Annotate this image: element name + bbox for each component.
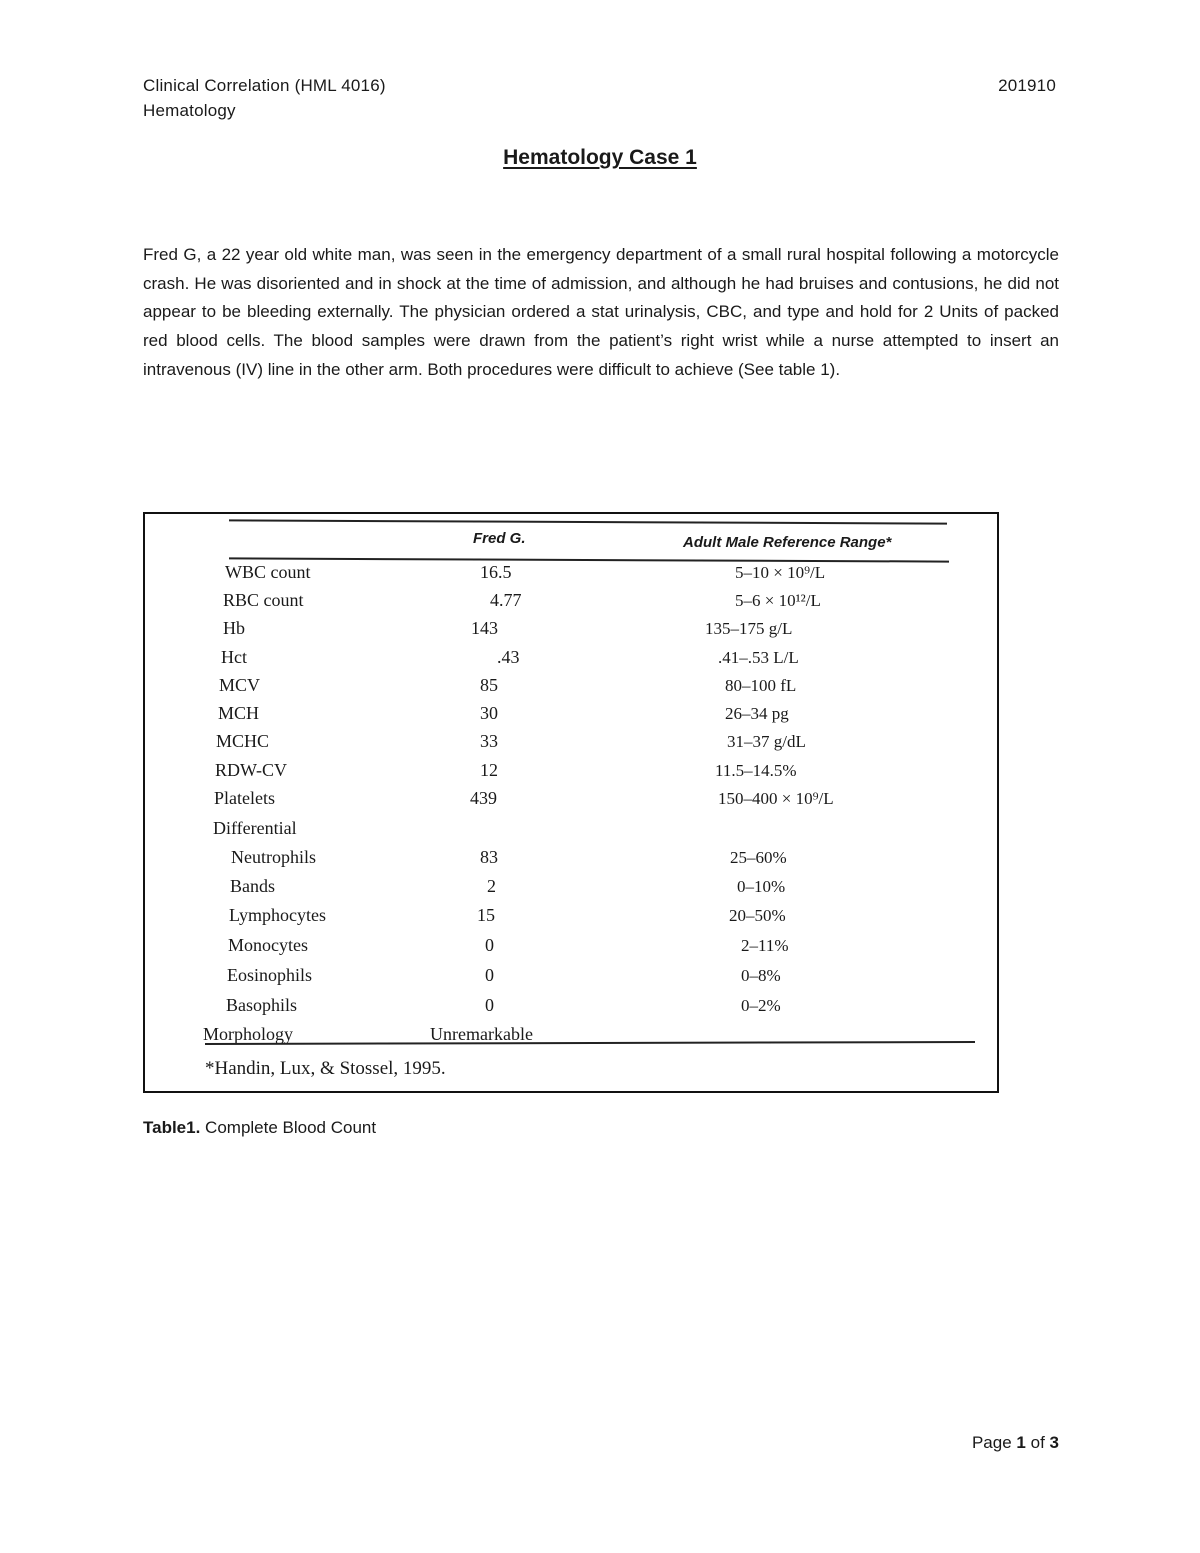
table-row-value: 0 [485, 995, 494, 1015]
table-row-value: 439 [470, 788, 497, 808]
table-row-range: 25–60% [730, 848, 787, 867]
page-title: Hematology Case 1 [503, 146, 697, 169]
cbc-table [143, 512, 999, 1093]
table-caption-label: Table1. [143, 1118, 201, 1137]
table-row-value: 2 [487, 876, 496, 896]
subject-header: Hematology [143, 101, 236, 120]
table-row-range: .41–.53 L/L [718, 648, 799, 667]
table-row-label: Hct [221, 647, 247, 667]
table-row-range: 150–400 × 10⁹/L [718, 789, 834, 808]
table-row-label: Lymphocytes [229, 905, 326, 925]
table-row-label: MCH [218, 703, 260, 723]
table-row-range: 20–50% [729, 906, 786, 925]
table-row-range: 0–8% [741, 966, 781, 985]
page-current: 1 [1016, 1433, 1026, 1452]
course-header: Clinical Correlation (HML 4016) [143, 76, 386, 95]
table-row-value: 0 [485, 935, 494, 955]
table-row-label: Platelets [214, 788, 275, 808]
table-row-range: 0–2% [741, 996, 781, 1015]
case-paragraph: Fred G, a 22 year old white man, was seen in the emergency department of a small rural hospital following a motorcycle crash. He was disoriented and in shock at the time of admission, and although he had bruises and contusions, he did not appear to be bleeding externally. The physician ordered a stat urinalysis, CBC, and type and hold for 2 Units of packed red blood cells. The blood samples were drawn from the patient’s right wrist while a nurse attempted to insert an intravenous (IV) line in the other arm. Both procedures were difficult to achieve (See table 1). [143, 245, 1059, 379]
table-row-value: 4.77 [490, 590, 522, 610]
table-row-value: 12 [480, 760, 498, 780]
table-row-range: 5–10 × 10⁹/L [735, 563, 826, 582]
table-row-value: 0 [485, 965, 494, 985]
table-row-label: MCHC [216, 731, 270, 751]
table-row-value: 16.5 [480, 562, 512, 582]
table-row-label: Bands [230, 876, 275, 896]
table-row-label: Differential [213, 818, 297, 838]
table-row-label: RBC count [223, 590, 304, 610]
table-row-value: 30 [480, 703, 498, 723]
table-row-label: Basophils [226, 995, 298, 1015]
table-row-label: RDW-CV [215, 760, 287, 780]
table-caption-text: Complete Blood Count [200, 1118, 377, 1137]
column-header-reference: Adult Male Reference Range* [683, 534, 892, 551]
table-row-range: 135–175 g/L [705, 619, 793, 638]
table-row-value: 143 [471, 618, 498, 638]
table-row-value: 85 [480, 675, 498, 695]
table-row-range: 2–11% [741, 936, 789, 955]
table-row-range: 31–37 g/dL [727, 732, 806, 751]
table-footnote: *Handin, Lux, & Stossel, 1995. [205, 1058, 446, 1079]
table-row-range: 26–34 pg [725, 704, 789, 723]
table-row-value: 83 [480, 847, 498, 867]
term-header: 201910 [998, 76, 1056, 95]
table-header-rule [229, 557, 949, 562]
table-row-value: 15 [477, 905, 495, 925]
table-row-range: 11.5–14.5% [715, 761, 797, 780]
table-row-value: .43 [497, 647, 520, 667]
table-row-value: 33 [480, 731, 498, 751]
table-top-rule [229, 519, 947, 524]
page-prefix: Page [971, 1433, 1012, 1452]
table-row-label: MCV [219, 675, 261, 695]
column-header-patient: Fred G. [473, 530, 526, 547]
table-row-label: Neutrophils [231, 847, 316, 867]
table-row-value: Unremarkable [430, 1024, 533, 1044]
table-row-range: 5–6 × 10¹²/L [735, 591, 821, 610]
table-row-label: WBC count [225, 562, 311, 582]
page-number [972, 1433, 1059, 1453]
table-row-label: Monocytes [228, 935, 308, 955]
table-row-label: Eosinophils [227, 965, 313, 985]
table-row-label: Morphology [203, 1024, 293, 1044]
table-row-range: 80–100 fL [725, 676, 797, 695]
table-row-label: Hb [223, 618, 245, 638]
table-bottom-rule [205, 1041, 975, 1045]
table-row-range: 0–10% [737, 877, 786, 896]
page-total: 3 [1049, 1433, 1059, 1452]
page-sep: of [1030, 1433, 1045, 1452]
table-caption [143, 1118, 376, 1138]
